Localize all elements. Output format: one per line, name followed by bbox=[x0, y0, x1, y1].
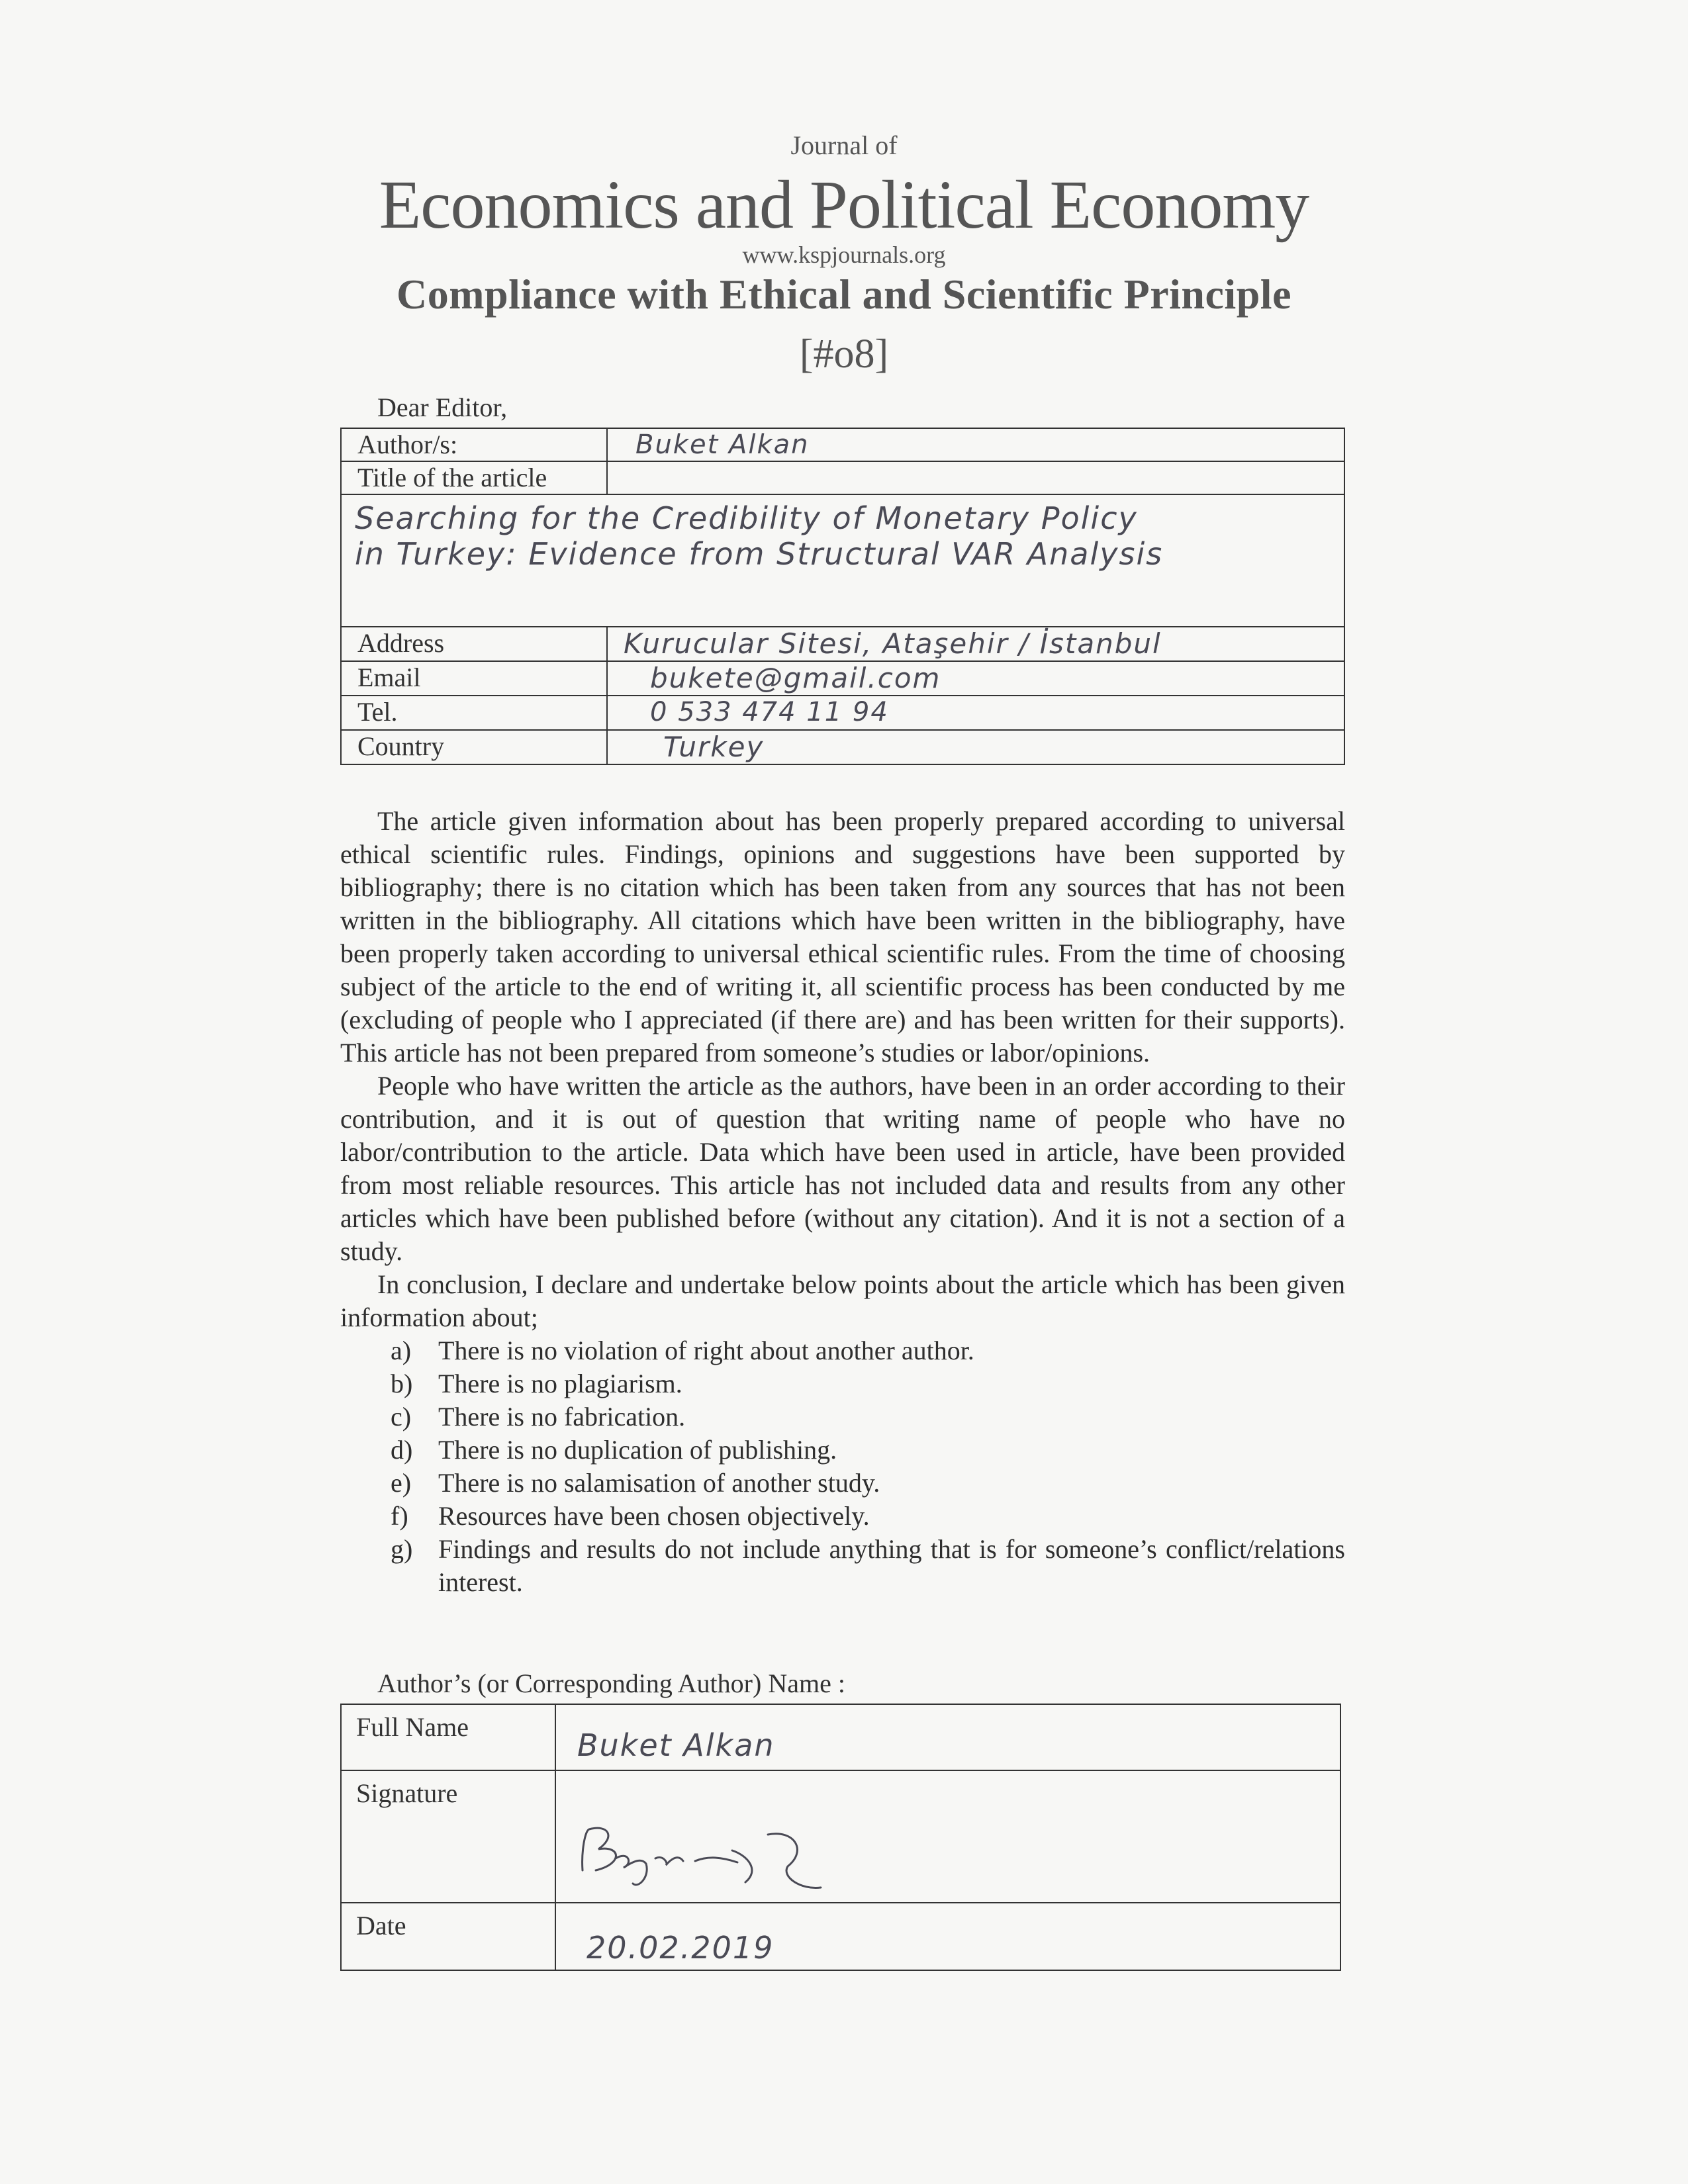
author-handwritten: Buket Alkan bbox=[635, 430, 810, 460]
journal-url: www.kspjournals.org bbox=[742, 242, 946, 268]
point-marker: f) bbox=[391, 1501, 408, 1531]
date-label: Date bbox=[341, 1903, 555, 1970]
full-name-handwritten: Buket Alkan bbox=[577, 1727, 775, 1763]
declaration-paragraph-2: People who have written the article as the authors, have been in an order according to their contribution, and it is out of question that writing name of people who have no labor/contribution to the article. Data which have been used in article, have been provided from most reliable resources. This article has not included data and results from any other articles which have been published before (without any citation). And it is not a section of a study. bbox=[340, 1071, 1345, 1266]
point-marker: b) bbox=[391, 1369, 413, 1398]
declaration-point bbox=[340, 1367, 1345, 1400]
signature-label: Signature bbox=[341, 1770, 555, 1903]
declaration-body bbox=[340, 805, 1345, 1599]
signature-scribble bbox=[569, 1771, 900, 1903]
email-value bbox=[607, 661, 1344, 696]
address-label: Address bbox=[341, 627, 607, 661]
country-handwritten: Turkey bbox=[663, 731, 765, 763]
point-text: There is no duplication of publishing. bbox=[438, 1435, 837, 1465]
tel-value bbox=[607, 696, 1344, 730]
point-text: There is no salamisation of another study. bbox=[438, 1468, 880, 1498]
title-value bbox=[341, 494, 1344, 627]
title-handwritten-line-2: in Turkey: Evidence from Structural VAR Analysis bbox=[355, 536, 1164, 572]
author-label: Author/s: bbox=[341, 428, 607, 461]
form-number: [#o8] bbox=[799, 332, 889, 377]
author-value bbox=[607, 428, 1344, 461]
form-title: Compliance with Ethical and Scientific Principle bbox=[397, 271, 1291, 318]
declaration-point bbox=[340, 1400, 1345, 1433]
tel-label: Tel. bbox=[341, 696, 607, 730]
point-text: Resources have been chosen objectively. bbox=[438, 1501, 870, 1531]
address-handwritten: Kurucular Sitesi, Ataşehir / İstanbul bbox=[624, 627, 1162, 660]
email-label: Email bbox=[341, 661, 607, 696]
country-label: Country bbox=[341, 730, 607, 764]
signature-table bbox=[340, 1704, 1341, 1971]
full-name-value bbox=[555, 1704, 1340, 1770]
journal-of-label: Journal of bbox=[790, 130, 898, 160]
date-value bbox=[555, 1903, 1340, 1970]
point-text: There is no fabrication. bbox=[438, 1402, 686, 1432]
declaration-point bbox=[340, 1500, 1345, 1533]
title-label: Title of the article bbox=[341, 461, 607, 494]
author-info-table bbox=[340, 428, 1345, 765]
country-value bbox=[607, 730, 1344, 764]
point-marker: d) bbox=[391, 1435, 413, 1465]
signature-value bbox=[555, 1770, 1340, 1903]
point-marker: g) bbox=[391, 1534, 413, 1564]
journal-name: Economics and Political Economy bbox=[379, 167, 1309, 243]
declaration-point bbox=[340, 1334, 1345, 1367]
declaration-paragraph-3: In conclusion, I declare and undertake below points about the article which has been given information about; bbox=[340, 1269, 1345, 1332]
salutation: Dear Editor, bbox=[377, 392, 508, 422]
point-marker: c) bbox=[391, 1402, 412, 1432]
declaration-point bbox=[340, 1467, 1345, 1500]
corresponding-author-caption: Author’s (or Corresponding Author) Name : bbox=[377, 1668, 845, 1698]
full-name-label: Full Name bbox=[341, 1704, 555, 1770]
address-value bbox=[607, 627, 1344, 661]
point-text: There is no violation of right about another author. bbox=[438, 1336, 974, 1365]
point-marker: a) bbox=[391, 1336, 412, 1365]
declaration-points bbox=[340, 1334, 1345, 1599]
point-text: Findings and results do not include anything that is for someone’s conflict/relations interest. bbox=[438, 1534, 1345, 1597]
declaration-point bbox=[340, 1533, 1345, 1599]
declaration-paragraph-1: The article given information about has been properly prepared according to universal ethical scientific rules. Findings, opinions and suggestions have been supported by bibliography; there is no citation which has been taken from any sources that has not been written in the bibliography. All citations which have been written in the bibliography, have been properly taken according to universal ethical scientific rules. From the time of choosing subject of the article to the end of writing it, all scientific process has been conducted by me (excluding of people who I appreciated (if there are) and has been written for their supports). This article has not been prepared from someone’s studies or labor/opinions. bbox=[340, 806, 1345, 1068]
point-marker: e) bbox=[391, 1468, 412, 1498]
title-empty-cell bbox=[607, 461, 1344, 494]
point-text: There is no plagiarism. bbox=[438, 1369, 682, 1398]
title-handwritten-line-1: Searching for the Credibility of Monetary Policy bbox=[355, 500, 1138, 536]
date-handwritten: 20.02.2019 bbox=[586, 1930, 774, 1966]
tel-handwritten: 0 533 474 11 94 bbox=[650, 697, 889, 727]
declaration-point bbox=[340, 1433, 1345, 1467]
email-handwritten: bukete@gmail.com bbox=[650, 662, 941, 694]
